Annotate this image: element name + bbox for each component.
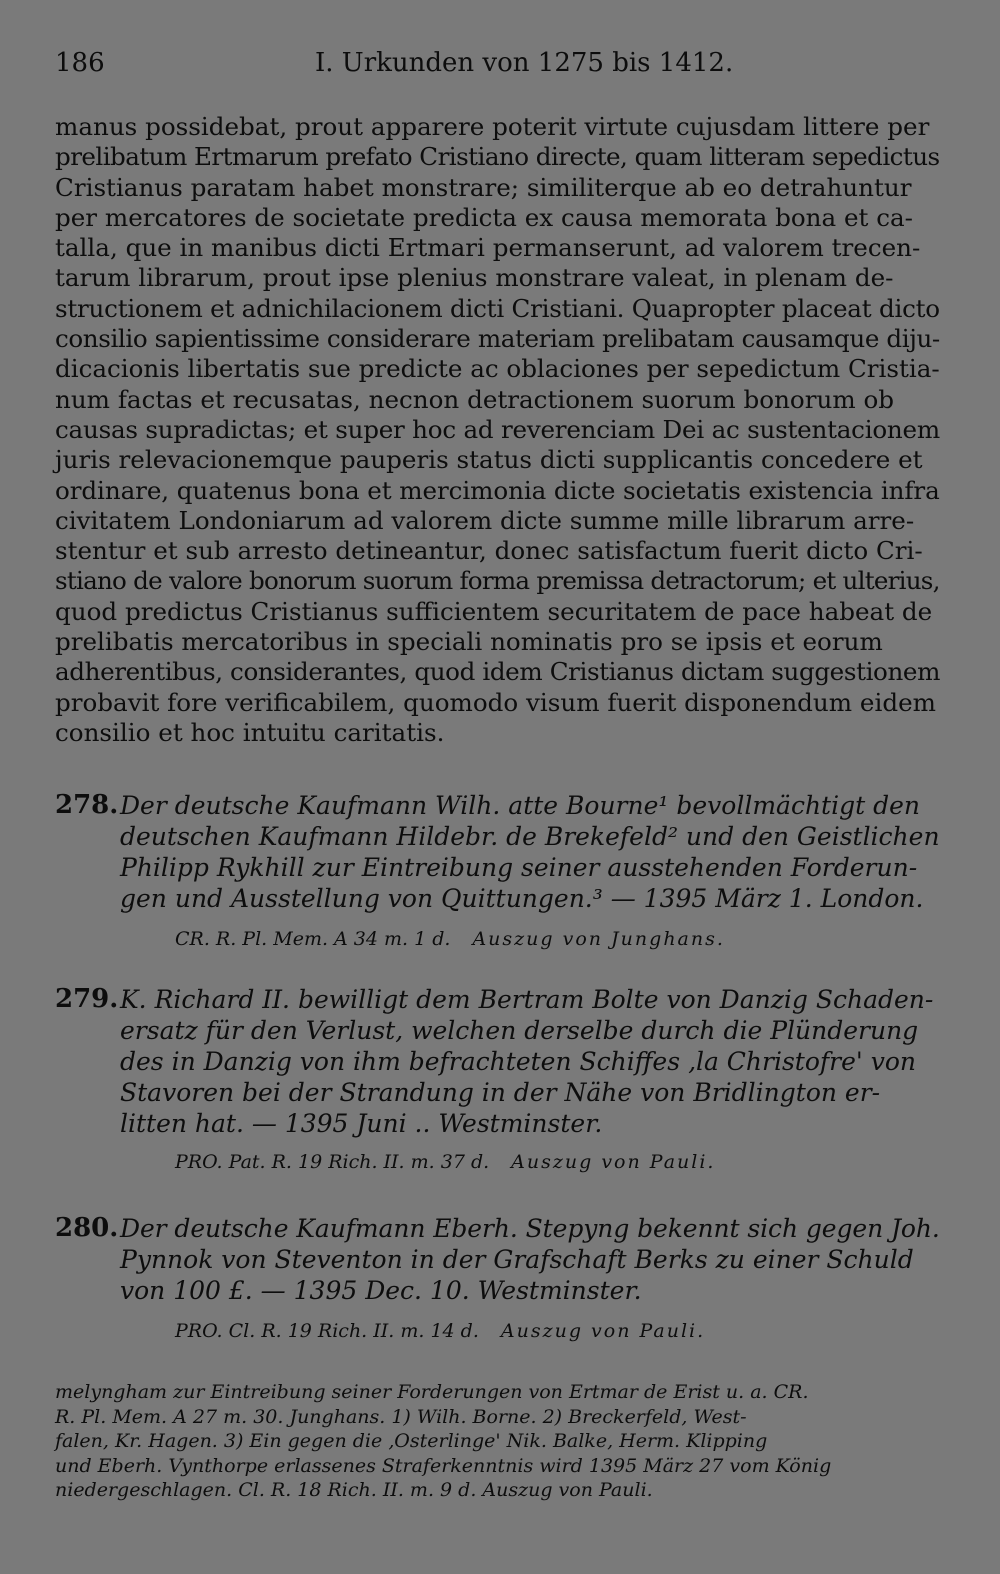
body-line: ordinare, quatenus bona et mercimonia dicte societatis existencia infra — [55, 475, 940, 505]
entry-line: gen und Ausstellung von Quittungen.³ — 1395 März 1. London. — [120, 884, 924, 913]
entry-summary — [120, 790, 940, 914]
source-reference: CR. R. Pl. Mem. A 34 m. 1 d. — [175, 928, 451, 950]
body-line: prelibatum Ertmarum prefato Cristiano directe, quam litteram sepedictus — [55, 142, 940, 172]
footnote-line: R. Pl. Mem. A 27 m. 30. Junghans. 1) Wilh. Borne. 2) Breckerfeld, West- — [55, 1405, 747, 1428]
body-line: consilio et hoc intuitu caritatis. — [55, 717, 445, 747]
body-line: juris relevacionemque pauperis status dicti supplicantis concedere et — [55, 445, 923, 475]
body-line: num factas et recusatas, necnon detractionem suorum bonorum ob — [55, 384, 895, 414]
body-line: structionem et adnichilacionem dicti Cristiani. Quapropter placeat dicto — [55, 293, 940, 323]
body-line: tarum librarum, prout ipse plenius monstrare valeat, in plenam de- — [55, 263, 894, 293]
source-note: Auszug von Junghans. — [472, 928, 725, 950]
body-line: stiano de valore bonorum suorum forma premissa detractorum; et ulterius, — [55, 566, 940, 596]
body-line: manus possidebat, prout apparere poterit virtute cujusdam littere per — [55, 112, 930, 141]
entry-line: ersatz für den Verlust, welchen derselbe durch die Plünderung — [120, 1016, 919, 1045]
body-line: civitatem Londoniarum ad valorem dicte summe mille librarum arre- — [55, 505, 915, 535]
page-number: 186 — [55, 48, 105, 78]
body-line: talla, que in manibus dicti Ertmari permanserunt, ad valorem trecen- — [55, 233, 921, 263]
entry-line: von 100 £. — 1395 Dec. 10. Westminster. — [120, 1276, 642, 1305]
page-header — [55, 48, 945, 88]
source-note: Auszug von Pauli. — [511, 1151, 716, 1173]
entry-number: 278. — [55, 790, 119, 820]
entry-line: Der deutsche Kaufmann Wilh. atte Bourne¹ bevollmächtigt den — [120, 791, 920, 820]
body-line: prelibatis mercatoribus in speciali nominatis pro se ipsis et eorum — [55, 627, 883, 657]
entry-line: deutschen Kaufmann Hildebr. de Brekefeld² und den Geistlichen — [120, 822, 940, 851]
entry-line: Stavoren bei der Strandung in der Nähe von Bridlington er- — [120, 1078, 881, 1107]
body-line: quod predictus Cristianus sufficientem securitatem de pace habeat de — [55, 596, 933, 626]
footnote-line: und Eberh. Vynthorpe erlassenes Straferkenntnis wird 1395 März 27 vom König — [55, 1454, 832, 1477]
source-reference: PRO. Pat. R. 19 Rich. II. m. 37 d. — [175, 1151, 490, 1173]
footnotes — [55, 1380, 940, 1503]
entry-source — [175, 1151, 715, 1173]
entry-number: 279. — [55, 984, 119, 1014]
entry-summary — [120, 1213, 940, 1306]
entry-source — [175, 1320, 705, 1342]
footnote-line: niedergeschlagen. Cl. R. 18 Rich. II. m. 9 d. Auszug von Pauli. — [55, 1479, 653, 1501]
entry-line: des in Danzig von ihm befrachteten Schiffes ‚la Christofre' von — [120, 1047, 916, 1076]
body-line: adherentibus, considerantes, quod idem Cristianus dictam suggestionem — [55, 657, 940, 687]
running-title: I. Urkunden von 1275 bis 1412. — [315, 48, 734, 78]
entry-line: Der deutsche Kaufmann Eberh. Stepyng bekennt sich gegen Joh. — [120, 1214, 940, 1243]
footnote-line: falen, Kr. Hagen. 3) Ein gegen die ‚Osterlinge' Nik. Balke, Herm. Klipping — [55, 1430, 768, 1452]
body-line: per mercatores de societate predicta ex causa memorata bona et ca- — [55, 202, 913, 232]
body-line: consilio sapientissime considerare materiam prelibatam causamque diju- — [55, 324, 940, 354]
body-line: Cristianus paratam habet monstrare; similiterque ab eo detrahuntur — [55, 172, 912, 202]
body-line: probavit fore verificabilem, quomodo visum fuerit disponendum eidem — [55, 687, 936, 717]
entry-line: K. Richard II. bewilligt dem Bertram Bolte von Danzig Schaden- — [120, 985, 934, 1014]
entry-source — [175, 928, 725, 950]
body-line: causas supradictas; et super hoc ad reverenciam Dei ac sustentacionem — [55, 414, 940, 444]
body-paragraph — [55, 112, 940, 748]
body-line: dicacionis libertatis sue predicte ac oblaciones per sepedictum Cristia- — [55, 354, 940, 384]
footnote-line: melyngham zur Eintreibung seiner Forderungen von Ertmar de Erist u. a. CR. — [55, 1381, 809, 1403]
entry-number: 280. — [55, 1213, 119, 1243]
source-reference: PRO. Cl. R. 19 Rich. II. m. 14 d. — [175, 1320, 479, 1342]
entry-line: Philipp Rykhill zur Eintreibung seiner ausstehenden Forderun- — [120, 853, 918, 882]
body-line: stentur et sub arresto detineantur, donec satisfactum fuerit dicto Cri- — [55, 536, 923, 566]
entry-line: litten hat. — 1395 Juni .. Westminster. — [120, 1109, 603, 1138]
entry-summary — [120, 984, 940, 1139]
entry-line: Pynnok von Steventon in der Grafschaft Berks zu einer Schuld — [120, 1245, 914, 1274]
source-note: Auszug von Pauli. — [500, 1320, 706, 1342]
